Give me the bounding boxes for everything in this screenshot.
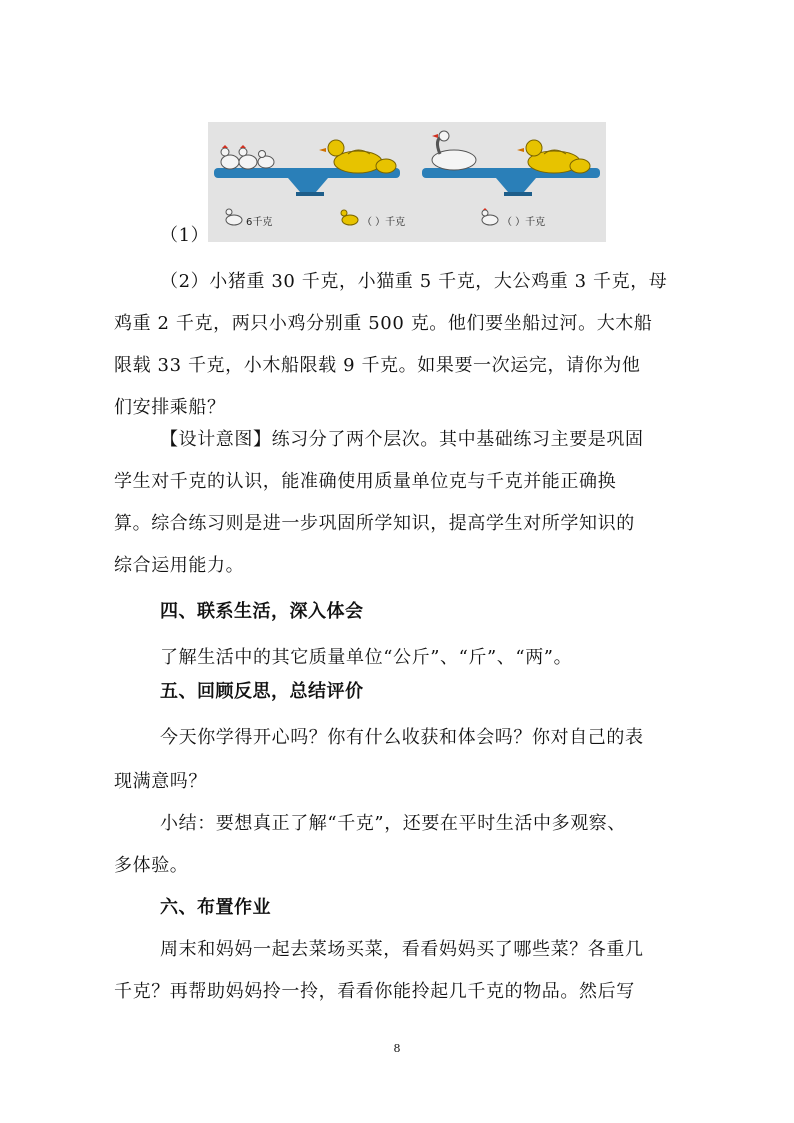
- question-2-line-1: （2）小猪重 30 千克，小猫重 5 千克，大公鸡重 3 千克，母: [160, 271, 668, 292]
- section-5-heading: 五、回顾反思，总结评价: [160, 681, 364, 702]
- section-6-heading: 六、布置作业: [160, 897, 271, 918]
- weight-label-duck: （ ）千克: [362, 217, 406, 228]
- section-4-line-1: 了解生活中的其它质量单位“公斤”、“斤”、“两”。: [160, 647, 573, 668]
- design-intent-line-3: 算。综合练习则是进一步巩固所学知识，提高学生对所学知识的: [114, 513, 635, 534]
- question-2-line-4: 们安排乘船？: [114, 397, 226, 418]
- question-2-line-3: 限载 33 千克，小木船限载 9 千克。如果要一次运完，请你为他: [114, 355, 641, 376]
- section-5-line-2: 现满意吗？: [114, 771, 207, 792]
- section-5-summary-line-1: 小结：要想真正了解“千克”，还要在平时生活中多观察、: [160, 813, 627, 834]
- section-6-line-1: 周末和妈妈一起去菜场买菜，看看妈妈买了哪些菜？各重几: [160, 939, 644, 960]
- page-number: 8: [393, 1042, 401, 1055]
- design-intent-line-1: 【设计意图】练习分了两个层次。其中基础练习主要是巩固: [160, 429, 644, 450]
- section-6-line-2: 千克？再帮助妈妈拎一拎，看看你能拎起几千克的物品。然后写: [114, 981, 635, 1002]
- weight-label-goose: 6千克: [246, 217, 273, 228]
- weight-label-chicken: （ ）千克: [502, 217, 546, 228]
- balance-scale-figure: [208, 122, 606, 242]
- question-2-line-2: 鸡重 2 千克，两只小鸡分别重 500 克。他们要坐船过河。大木船: [114, 313, 653, 334]
- section-4-heading: 四、联系生活，深入体会: [160, 601, 364, 622]
- design-intent-line-2: 学生对千克的认识，能准确使用质量单位克与千克并能正确换: [114, 471, 617, 492]
- section-5-summary-line-2: 多体验。: [114, 855, 189, 876]
- question-1-label: （1）: [160, 225, 210, 246]
- design-intent-line-4: 综合运用能力。: [114, 555, 245, 576]
- section-5-line-1: 今天你学得开心吗？你有什么收获和体会吗？你对自己的表: [160, 727, 644, 748]
